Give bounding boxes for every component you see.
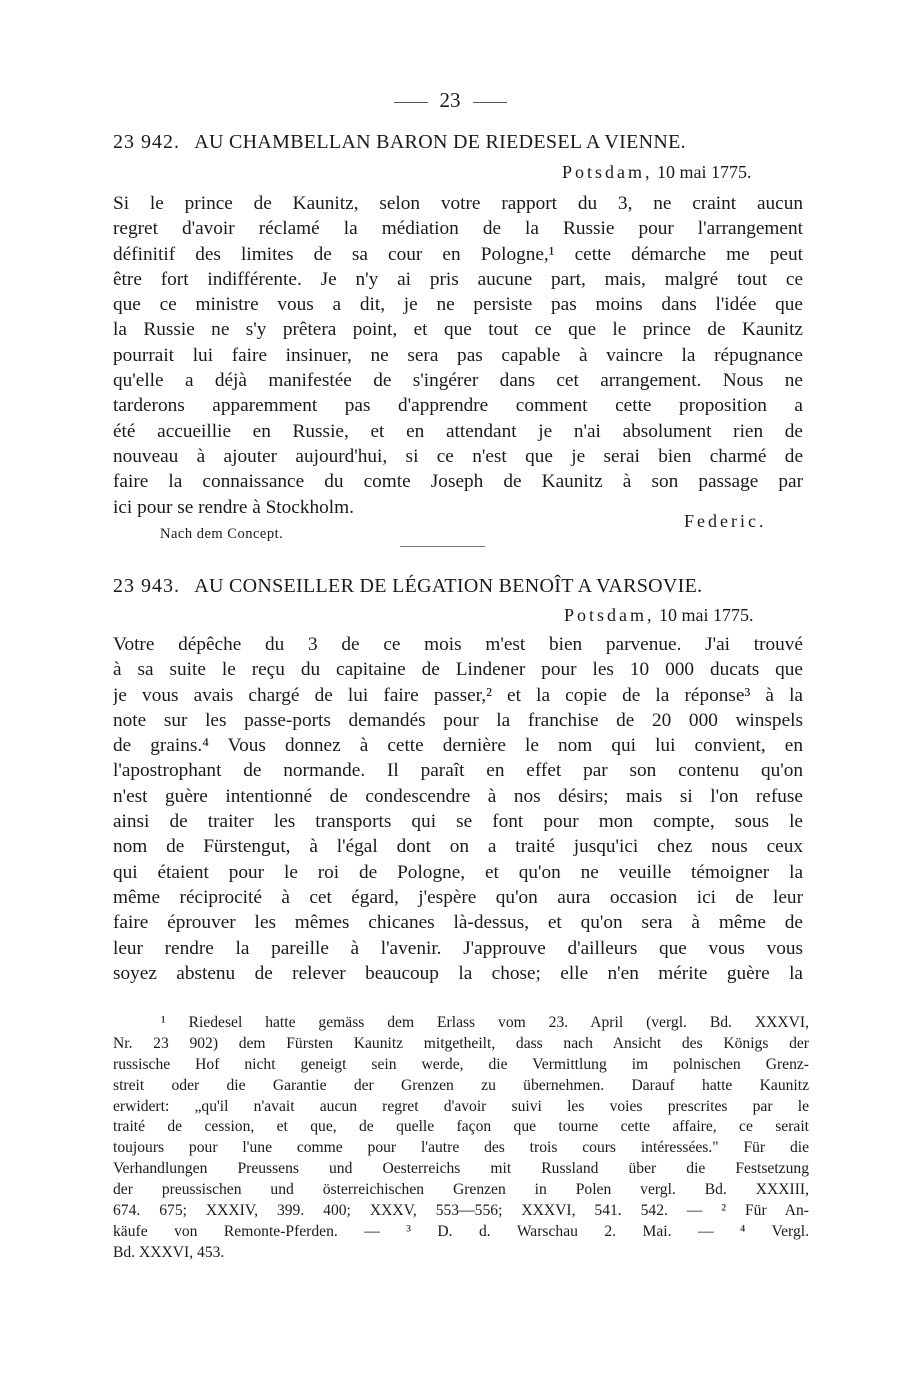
- body-line: note sur les passe-ports demandés pour la franchise de 20 000 winspels: [113, 709, 803, 731]
- footnote-line: traité de cession, et que, de quelle façon que tourne cette affaire, ce serait: [113, 1118, 809, 1136]
- body-line: nom de Fürstengut, à l'égal dont on a traité jusqu'ici chez nous ceux: [113, 836, 803, 858]
- letter-place-date: [562, 162, 752, 183]
- body-line: été accueillie en Russie, et en attendant je n'ai absolument rien de: [113, 420, 803, 442]
- section-separator: [400, 546, 485, 547]
- body-line: l'apostrophant de normande. Il paraît en effet par son contenu qu'on: [113, 760, 803, 782]
- page-number: [0, 88, 900, 113]
- body-line: qu'elle a déjà manifestée de s'ingérer dans cet arrangement. Nous ne: [113, 370, 803, 392]
- page-number-dash-right: [473, 102, 507, 103]
- letter-heading: [113, 575, 813, 598]
- body-line: leur rendre la pareille à l'avenir. J'approuve d'ailleurs que vous vous: [113, 937, 803, 959]
- page-number-text: 23: [439, 88, 461, 112]
- letter-date: 10 mai 1775.: [657, 162, 752, 182]
- letter-heading: [113, 131, 813, 154]
- letter-date: 10 mai 1775.: [659, 605, 754, 625]
- footnote-line: käufe von Remonte-Pferden. — ³ D. d. Warschau 2. Mai. — ⁴ Vergl.: [113, 1222, 809, 1240]
- footnote-line: Verhandlungen Preussens und Oesterreichs mit Russland über die Festsetzung: [113, 1160, 809, 1178]
- body-line: je vous avais chargé de lui faire passer,² et la copie de la réponse³ à la: [113, 684, 803, 706]
- footnote-line: der preussischen und österreichischen Grenzen in Polen vergl. Bd. XXXIII,: [113, 1181, 809, 1199]
- body-line: Si le prince de Kaunitz, selon votre rapport du 3, ne craint aucun: [113, 193, 803, 214]
- footnote-line: erwidert: „qu'il n'avait aucun regret d'avoir suivi les voies prescrites par le: [113, 1097, 809, 1115]
- letter-number: 23 942.: [113, 131, 180, 153]
- footnote-line: russische Hof nicht geneigt sein werde, die Vermittlung im polnischen Grenz-: [113, 1055, 809, 1073]
- letter-number: 23 943.: [113, 575, 180, 597]
- footnote-line: 674. 675; XXXIV, 399. 400; XXXV, 553—556; XXXVI, 541. 542. — ² Für An-: [113, 1202, 809, 1220]
- page-number-dash-left: [394, 102, 428, 103]
- body-line: faire la connaissance du comte Joseph de Kaunitz à son passage par: [113, 471, 803, 493]
- footnote-line: Nr. 23 902) dem Fürsten Kaunitz mitgetheilt, dass nach Ansicht des Königs der: [113, 1034, 809, 1052]
- letter-place-date: [564, 605, 754, 626]
- body-line: la Russie ne s'y prêtera point, et que tout ce que le prince de Kaunitz: [113, 319, 803, 341]
- body-line: nouveau à ajouter aujourd'hui, si ce n'est que je serai bien charmé de: [113, 445, 803, 467]
- letter-place: Potsdam,: [564, 605, 655, 625]
- letter-signature: Federic.: [684, 511, 767, 531]
- body-line: ici pour se rendre à Stockholm.: [113, 496, 354, 518]
- body-line: faire éprouver les mêmes chicanes là-dessus, et qu'on sera à même de: [113, 912, 803, 934]
- body-line: tarderons apparemment pas d'apprendre comment cette proposition a: [113, 395, 803, 417]
- letter-body: [113, 191, 803, 520]
- letter-title: AU CONSEILLER DE LÉGATION BENOÎT A VARSOVIE.: [194, 575, 703, 597]
- letter-title: AU CHAMBELLAN BARON DE RIEDESEL A VIENNE.: [194, 131, 686, 153]
- footnote-line: streit oder die Garantie der Grenzen zu übernehmen. Darauf hatte Kaunitz: [113, 1076, 809, 1094]
- letter-body: [113, 632, 803, 986]
- body-line: regret d'avoir réclamé la médiation de la Russie pour l'arrangement: [113, 218, 803, 240]
- body-line: même réciprocité à cet égard, j'espère qu'on aura occasion ici de leur: [113, 886, 803, 908]
- body-line: définitif des limites de sa cour en Pologne,¹ cette démarche me peut: [113, 243, 803, 265]
- letter-place: Potsdam,: [562, 162, 653, 182]
- body-line: pourrait lui faire insinuer, ne sera pas capable à vaincre la répugnance: [113, 344, 803, 366]
- body-line: soyez abstenu de relever beaucoup la chose; elle n'en mérite guère la: [113, 962, 803, 984]
- body-line: n'est guère intentionné de condescendre à nos désirs; mais si l'on refuse: [113, 785, 803, 807]
- footnote-line: Bd. XXXVI, 453.: [113, 1243, 225, 1261]
- letter-source: Nach dem Concept.: [160, 526, 284, 542]
- footnotes: [113, 1013, 809, 1264]
- body-line: ainsi de traiter les transports qui se font pour mon compte, sous le: [113, 811, 803, 833]
- body-line: que ce ministre vous a dit, je ne persiste pas moins dans l'idée que: [113, 294, 803, 316]
- footnote-line: ¹ Riedesel hatte gemäss dem Erlass vom 23. April (vergl. Bd. XXXVI,: [161, 1014, 809, 1031]
- body-line: qui étaient pour le roi de Pologne, et qu'on ne veuille témoigner la: [113, 861, 803, 883]
- body-line: de grains.⁴ Vous donnez à cette dernière le nom qui lui convient, en: [113, 735, 803, 757]
- footnote-line: toujours pour l'une comme pour l'autre des trois cours intéressées." Für die: [113, 1139, 809, 1157]
- body-line: à sa suite le reçu du capitaine de Lindener pour les 10 000 ducats que: [113, 659, 803, 681]
- body-line: être fort indifférente. Je n'y ai pris aucune part, mais, malgré tout ce: [113, 268, 803, 290]
- body-line: Votre dépêche du 3 de ce mois m'est bien parvenue. J'ai trouvé: [113, 634, 803, 655]
